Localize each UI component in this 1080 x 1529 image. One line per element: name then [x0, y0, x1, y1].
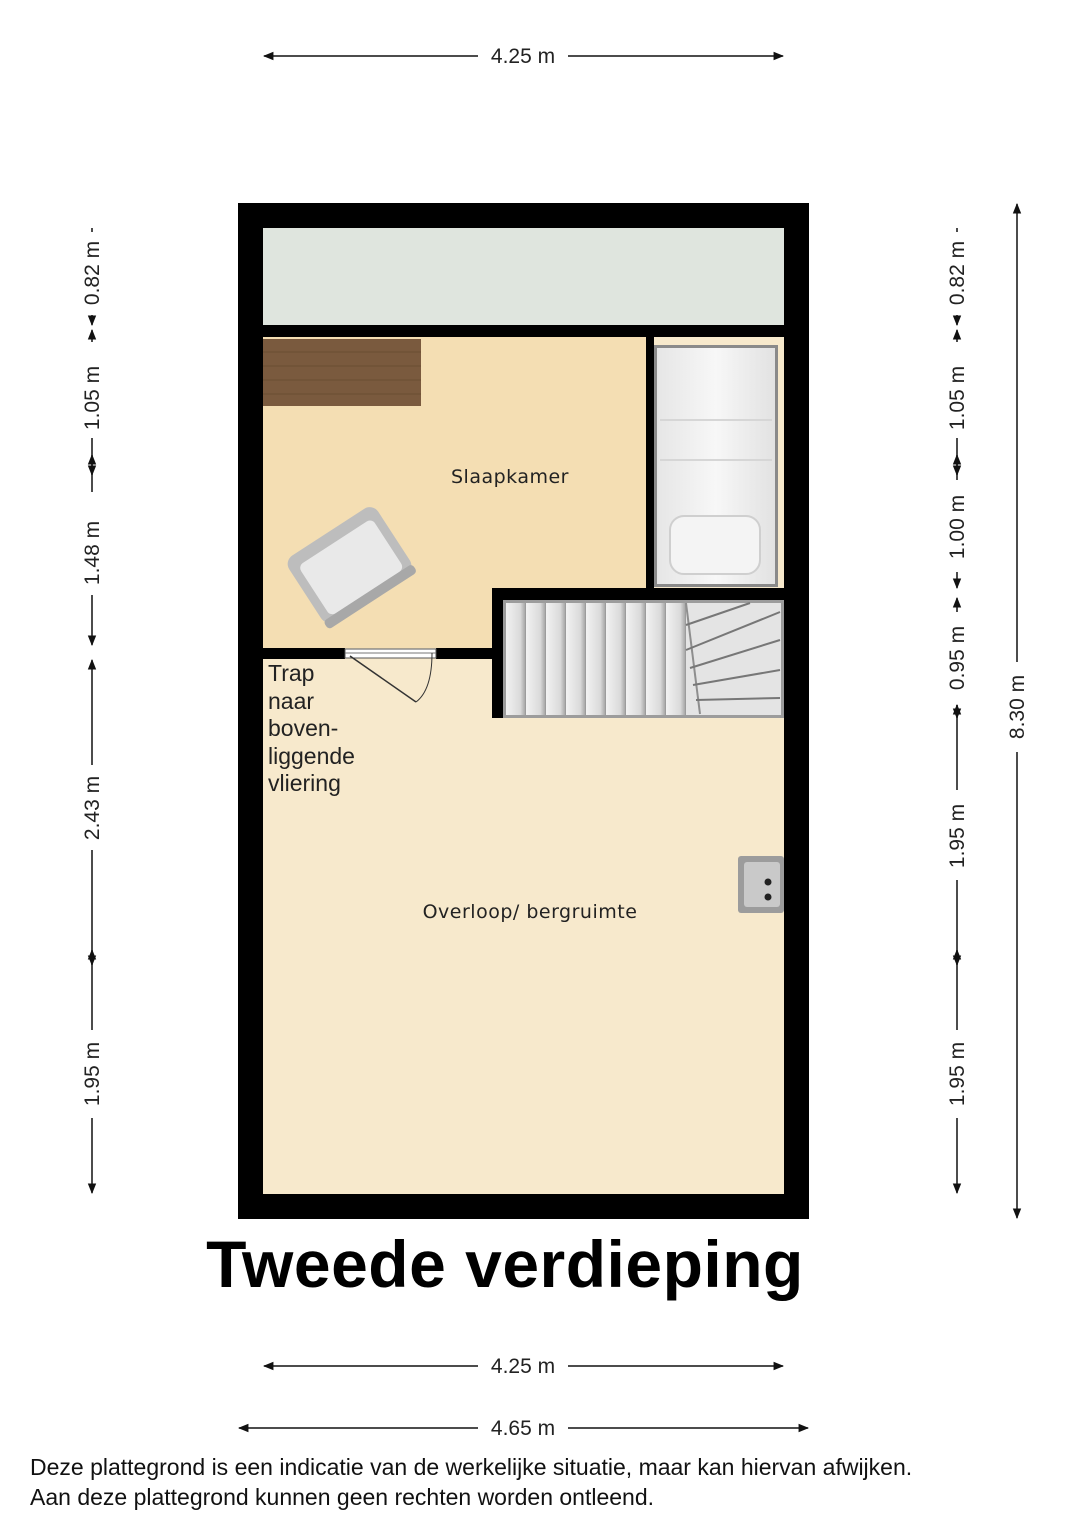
bedroom-floor-right	[492, 337, 652, 588]
dimension-total-height	[1006, 204, 1029, 1218]
svg-text:8.30 m: 8.30 m	[1006, 674, 1029, 740]
dimension-right-chain	[946, 228, 969, 1193]
svg-text:1.48 m: 1.48 m	[81, 520, 104, 586]
svg-text:1.05 m: 1.05 m	[946, 365, 969, 431]
stair-tread	[566, 603, 585, 715]
bed	[654, 345, 778, 587]
desk	[263, 339, 421, 406]
svg-text:0.82 m: 0.82 m	[81, 240, 104, 306]
dimension-top	[264, 45, 783, 68]
svg-text:4.65 m: 4.65 m	[490, 1417, 556, 1440]
stair-tread	[506, 603, 525, 715]
wall-bedroom-landing-2	[436, 648, 494, 659]
dimension-bottom-inner	[264, 1355, 783, 1378]
floor-title: Tweede verdieping	[206, 1227, 804, 1301]
svg-text:1.05 m: 1.05 m	[81, 365, 104, 431]
svg-text:1.00 m: 1.00 m	[946, 494, 969, 560]
svg-text:1.95 m: 1.95 m	[946, 803, 969, 869]
svg-text:0.95 m: 0.95 m	[946, 625, 969, 691]
dimension-left-chain	[81, 228, 104, 1193]
wall-bedroom-landing	[263, 648, 345, 659]
wall-top-inner	[263, 325, 784, 337]
stair-tread	[546, 603, 565, 715]
landing-label: Overloop/ bergruimte	[422, 901, 638, 923]
wall-stair-top	[492, 588, 784, 600]
utility-box	[738, 856, 784, 913]
svg-text:boven-: boven-	[268, 715, 339, 741]
svg-text:Trap: Trap	[268, 660, 315, 686]
svg-text:naar: naar	[268, 688, 315, 714]
disclaimer-line: Deze plattegrond is een indicatie van de werkelijke situatie, maar kan hiervan afwijken.	[30, 1454, 913, 1480]
bedroom-label: Slaapkamer	[450, 466, 570, 488]
staircase	[503, 600, 784, 718]
svg-text:4.25 m: 4.25 m	[490, 1355, 556, 1378]
disclaimer-line: Aan deze plattegrond kunnen geen rechten worden ontleend.	[30, 1484, 655, 1510]
wall-bed-left	[646, 337, 654, 592]
wall-stair-left	[492, 588, 503, 718]
svg-text:0.82 m: 0.82 m	[946, 240, 969, 306]
svg-text:1.95 m: 1.95 m	[946, 1041, 969, 1107]
svg-text:4.25 m: 4.25 m	[490, 45, 556, 68]
disclaimer	[30, 1452, 912, 1512]
svg-text:liggende: liggende	[268, 743, 355, 769]
dimension-bottom-outer	[239, 1417, 808, 1440]
stair-tread	[606, 603, 625, 715]
stair-tread	[626, 603, 645, 715]
svg-text:vliering: vliering	[268, 770, 341, 796]
stair-tread	[666, 603, 685, 715]
stair-tread	[646, 603, 665, 715]
stair-tread	[526, 603, 545, 715]
svg-text:1.95 m: 1.95 m	[81, 1041, 104, 1107]
svg-text:2.43 m: 2.43 m	[81, 775, 104, 841]
stair-tread	[586, 603, 605, 715]
balcony-strip	[263, 228, 784, 325]
